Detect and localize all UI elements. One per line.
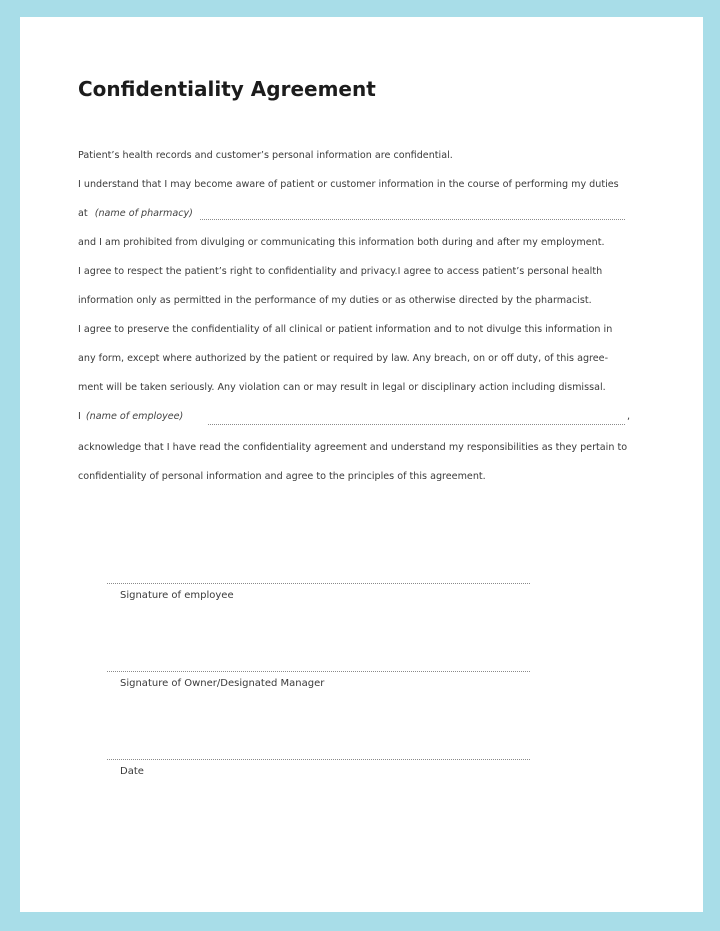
pharmacy-field-prefix: at [78,208,88,219]
employee-field-row [78,411,183,423]
paragraph-line: I agree to preserve the confidentiality of all clinical or patient information and to not divulge this information in [78,324,613,335]
paragraph-line: confidentiality of personal information and agree to the principles of this agreement. [78,471,486,482]
employee-field-comma: , [627,411,631,422]
paragraph-line: Patient’s health records and customer’s personal information are confidential. [78,150,453,161]
paragraph-line: acknowledge that I have read the confidentiality agreement and understand my responsibilities as they pertain to [78,442,628,453]
employee-signature-label: Signature of employee [120,590,234,601]
employee-field-prefix: I [78,411,81,422]
paragraph-line: information only as permitted in the performance of my duties or as otherwise directed by the pharmacist. [78,295,592,306]
manager-signature-label: Signature of Owner/Designated Manager [120,678,325,689]
paragraph-line: I understand that I may become aware of patient or customer information in the course of performing my duties [78,179,619,190]
document-title: Confidentiality Agreement [78,77,376,101]
pharmacy-field-placeholder: (name of pharmacy) [94,208,193,219]
paragraph-line: and I am prohibited from divulging or communicating this information both during and after my employment. [78,237,605,248]
manager-signature-line[interactable] [107,671,530,672]
agreement-page [20,17,703,912]
employee-name-input[interactable] [208,424,625,425]
paragraph-line: I agree to respect the patient’s right to confidentiality and privacy.I agree to access patient’s personal health [78,266,603,277]
pharmacy-name-input[interactable] [200,219,625,220]
employee-field-placeholder: (name of employee) [85,411,184,422]
employee-signature-line[interactable] [107,583,530,584]
paragraph-line: any form, except where authorized by the patient or required by law. Any breach, on or off duty, of this agree- [78,353,609,364]
date-line[interactable] [107,759,530,760]
pharmacy-field-row [78,208,193,220]
paragraph-line: ment will be taken seriously. Any violation can or may result in legal or disciplinary action including dismissal. [78,382,606,393]
date-label: Date [120,766,144,777]
